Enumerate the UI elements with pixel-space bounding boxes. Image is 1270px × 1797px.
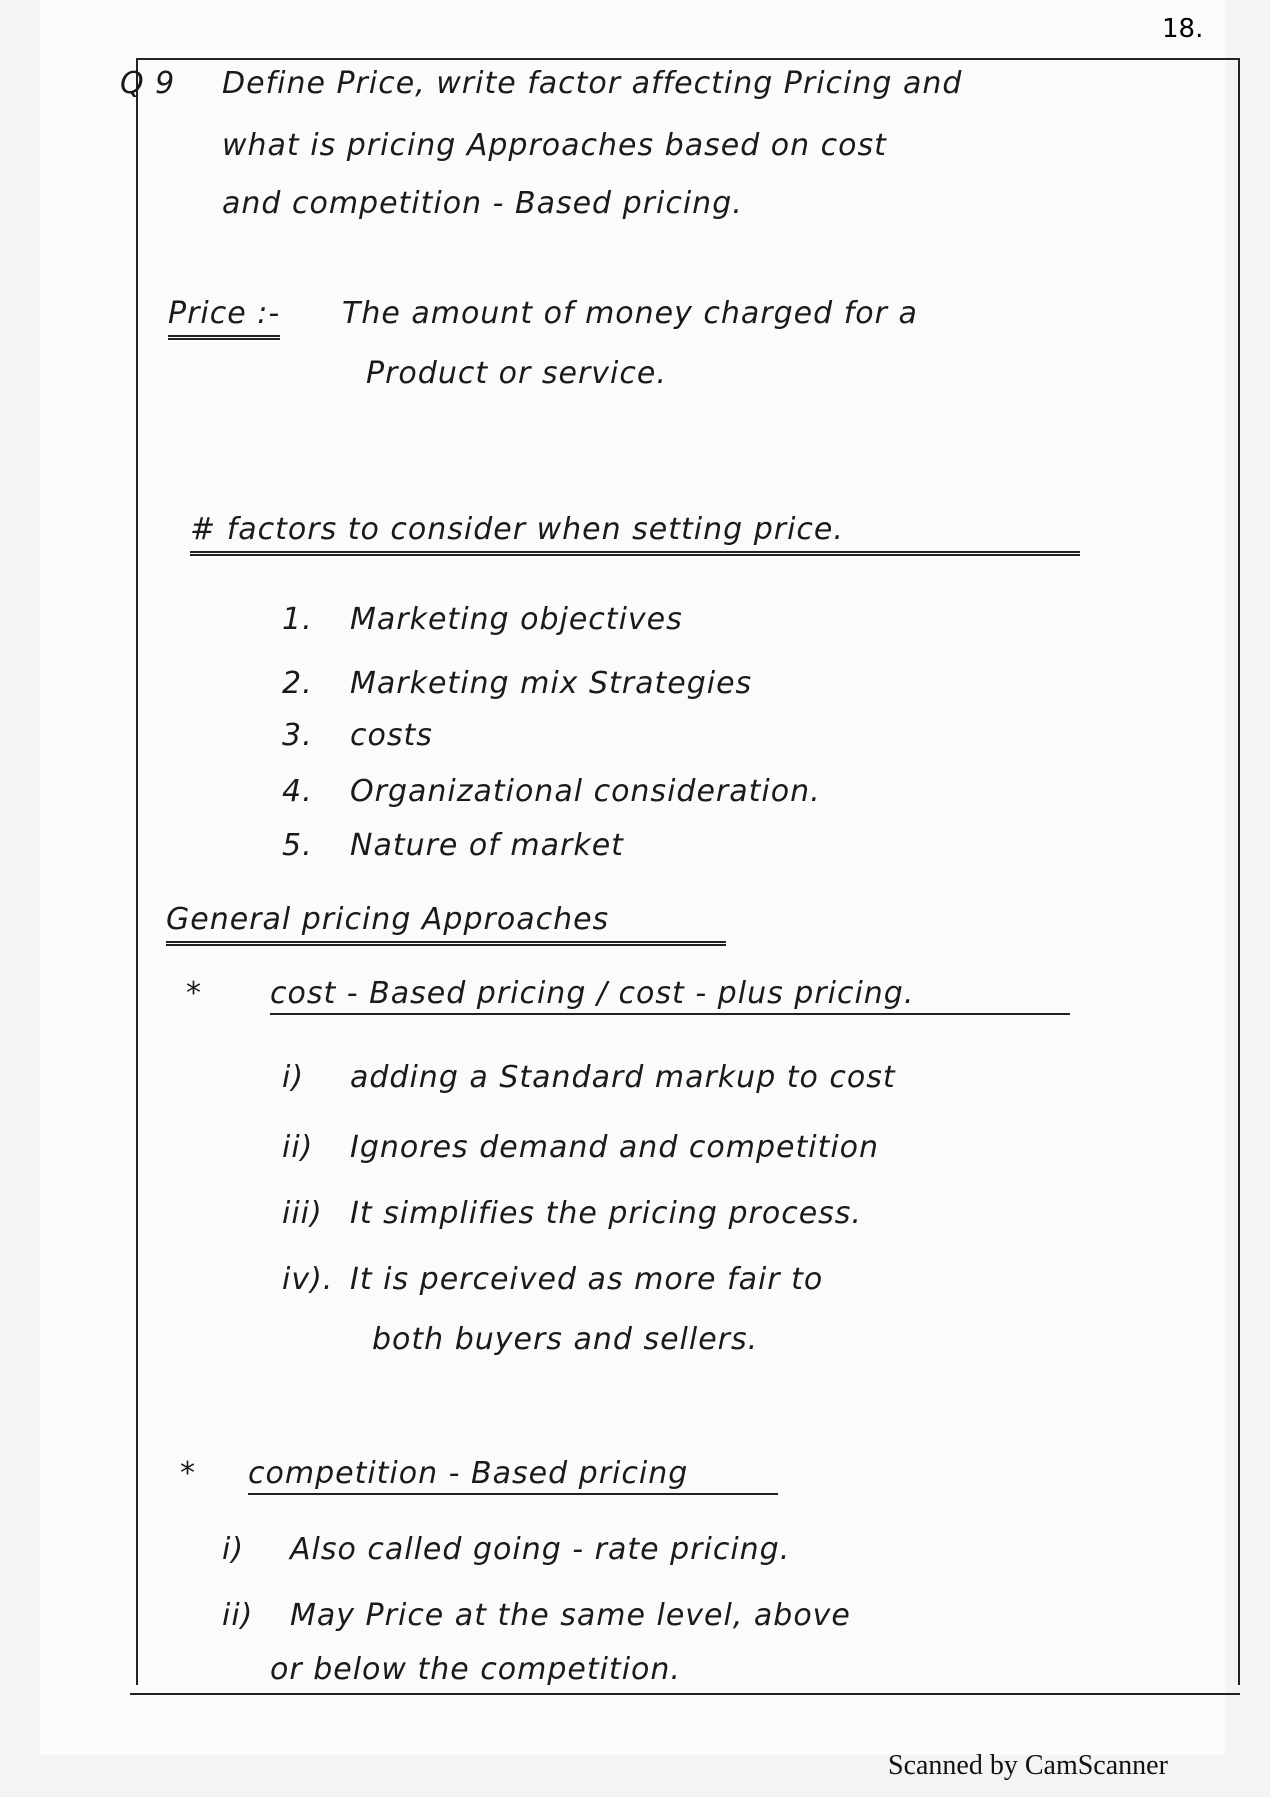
- question-label: Q 9: [120, 66, 176, 101]
- price-definition-line-2: Product or service.: [366, 356, 667, 391]
- factors-heading-text: factors to consider when setting price.: [226, 512, 844, 547]
- cost-item: iv). It is perceived as more fair to: [282, 1262, 824, 1297]
- cost-item: ii) Ignores demand and competition: [282, 1130, 880, 1165]
- factor-item: 2. Marketing mix Strategies: [282, 666, 753, 701]
- cost-item: iii) It simplifies the pricing process.: [282, 1196, 862, 1231]
- competition-item-continuation: or below the competition.: [270, 1652, 681, 1687]
- star-marker: *: [180, 1456, 196, 1491]
- question-line-1: Define Price, write factor affecting Pricing and: [222, 66, 963, 101]
- factor-item: 1. Marketing objectives: [282, 602, 683, 637]
- competition-item: ii) May Price at the same level, above: [222, 1598, 851, 1633]
- scanner-footer: Scanned by CamScanner: [888, 1750, 1168, 1781]
- factor-item: 3. costs: [282, 718, 433, 753]
- cost-item: i) adding a Standard markup to cost: [282, 1060, 896, 1095]
- star-marker: *: [186, 976, 202, 1011]
- cost-item-continuation: both buyers and sellers.: [372, 1322, 759, 1357]
- competition-item: i) Also called going - rate pricing.: [222, 1532, 791, 1567]
- factor-item: 4. Organizational consideration.: [282, 774, 821, 809]
- question-line-2: what is pricing Approaches based on cost: [222, 128, 887, 163]
- hash-mark: #: [190, 512, 227, 547]
- question-line-3: and competition - Based pricing.: [222, 186, 743, 221]
- bottom-rule: [130, 1693, 1240, 1695]
- cost-based-heading: cost - Based pricing / cost - plus pricing.: [270, 976, 1070, 1015]
- price-term: Price :-: [168, 296, 280, 340]
- factors-heading: [190, 512, 1080, 556]
- competition-based-heading: competition - Based pricing: [248, 1456, 778, 1495]
- page-number: 18.: [1162, 14, 1204, 44]
- approaches-heading: General pricing Approaches: [166, 902, 726, 946]
- price-definition-line-1: The amount of money charged for a: [342, 296, 918, 331]
- factor-item: 5. Nature of market: [282, 828, 624, 863]
